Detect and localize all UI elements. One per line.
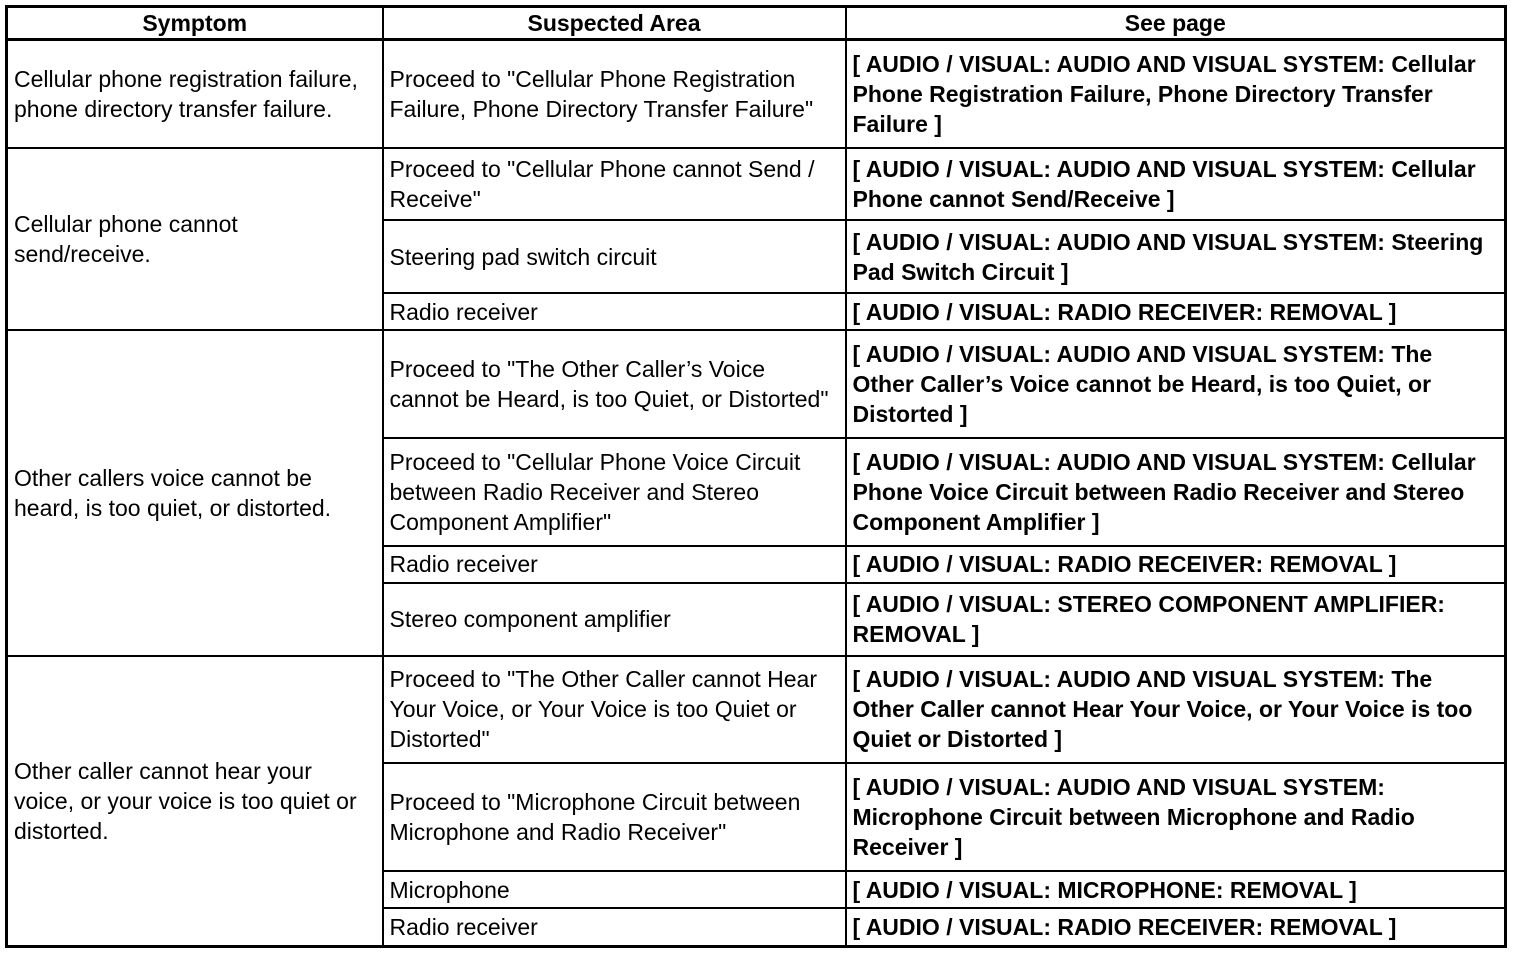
suspected-area-cell: Proceed to "The Other Caller’s Voice cannot be Heard, is too Quiet, or Distorted": [383, 330, 846, 438]
suspected-area-cell: Proceed to "Cellular Phone Voice Circuit between Radio Receiver and Stereo Component Amplifier": [383, 438, 846, 546]
see-page-link[interactable]: [ AUDIO / VISUAL: AUDIO AND VISUAL SYSTEM: Cellular Phone cannot Send/Receive ]: [846, 148, 1506, 221]
suspected-area-cell: Steering pad switch circuit: [383, 220, 846, 293]
table-row: [7, 656, 1506, 764]
suspected-area-cell: Proceed to "Cellular Phone Registration Failure, Phone Directory Transfer Failure": [383, 40, 846, 148]
see-page-link[interactable]: [ AUDIO / VISUAL: RADIO RECEIVER: REMOVAL ]: [846, 293, 1506, 330]
symptom-cell: Other callers voice cannot be heard, is too quiet, or distorted.: [7, 330, 383, 655]
see-page-link[interactable]: [ AUDIO / VISUAL: AUDIO AND VISUAL SYSTEM: Steering Pad Switch Circuit ]: [846, 220, 1506, 293]
suspected-area-cell: Radio receiver: [383, 908, 846, 946]
see-page-link[interactable]: [ AUDIO / VISUAL: AUDIO AND VISUAL SYSTEM: Cellular Phone Registration Failure, Phone Directory Transfer Failure ]: [846, 40, 1506, 148]
suspected-area-cell: Radio receiver: [383, 546, 846, 583]
header-see-page: See page: [846, 7, 1506, 40]
header-symptom: Symptom: [7, 7, 383, 40]
suspected-area-cell: Proceed to "Cellular Phone cannot Send / Receive": [383, 148, 846, 221]
table-row: [7, 148, 1506, 221]
see-page-link[interactable]: [ AUDIO / VISUAL: AUDIO AND VISUAL SYSTEM: The Other Caller cannot Hear Your Voice, or Your Voice is too Quiet or Distorted ]: [846, 656, 1506, 764]
symptom-cell: Cellular phone cannot send/receive.: [7, 148, 383, 331]
suspected-area-cell: Radio receiver: [383, 293, 846, 330]
see-page-link[interactable]: [ AUDIO / VISUAL: RADIO RECEIVER: REMOVAL ]: [846, 908, 1506, 946]
see-page-link[interactable]: [ AUDIO / VISUAL: RADIO RECEIVER: REMOVAL ]: [846, 546, 1506, 583]
suspected-area-cell: Microphone: [383, 871, 846, 908]
suspected-area-cell: Proceed to "The Other Caller cannot Hear Your Voice, or Your Voice is too Quiet or Distorted": [383, 656, 846, 764]
troubleshooting-table: [5, 5, 1507, 948]
header-row: [7, 7, 1506, 40]
see-page-link[interactable]: [ AUDIO / VISUAL: AUDIO AND VISUAL SYSTEM: The Other Caller’s Voice cannot be Heard, is too Quiet, or Distorted ]: [846, 330, 1506, 438]
table-row: [7, 330, 1506, 438]
see-page-link[interactable]: [ AUDIO / VISUAL: MICROPHONE: REMOVAL ]: [846, 871, 1506, 908]
see-page-link[interactable]: [ AUDIO / VISUAL: AUDIO AND VISUAL SYSTEM: Microphone Circuit between Microphone and Radio Receiver ]: [846, 763, 1506, 871]
see-page-link[interactable]: [ AUDIO / VISUAL: AUDIO AND VISUAL SYSTEM: Cellular Phone Voice Circuit between Radio Receiver and Stereo Component Amplifier ]: [846, 438, 1506, 546]
symptom-cell: Other caller cannot hear your voice, or your voice is too quiet or distorted.: [7, 656, 383, 947]
symptom-cell: Cellular phone registration failure, phone directory transfer failure.: [7, 40, 383, 148]
suspected-area-cell: Stereo component amplifier: [383, 583, 846, 656]
see-page-link[interactable]: [ AUDIO / VISUAL: STEREO COMPONENT AMPLIFIER: REMOVAL ]: [846, 583, 1506, 656]
table-row: [7, 40, 1506, 148]
header-suspected-area: Suspected Area: [383, 7, 846, 40]
suspected-area-cell: Proceed to "Microphone Circuit between Microphone and Radio Receiver": [383, 763, 846, 871]
